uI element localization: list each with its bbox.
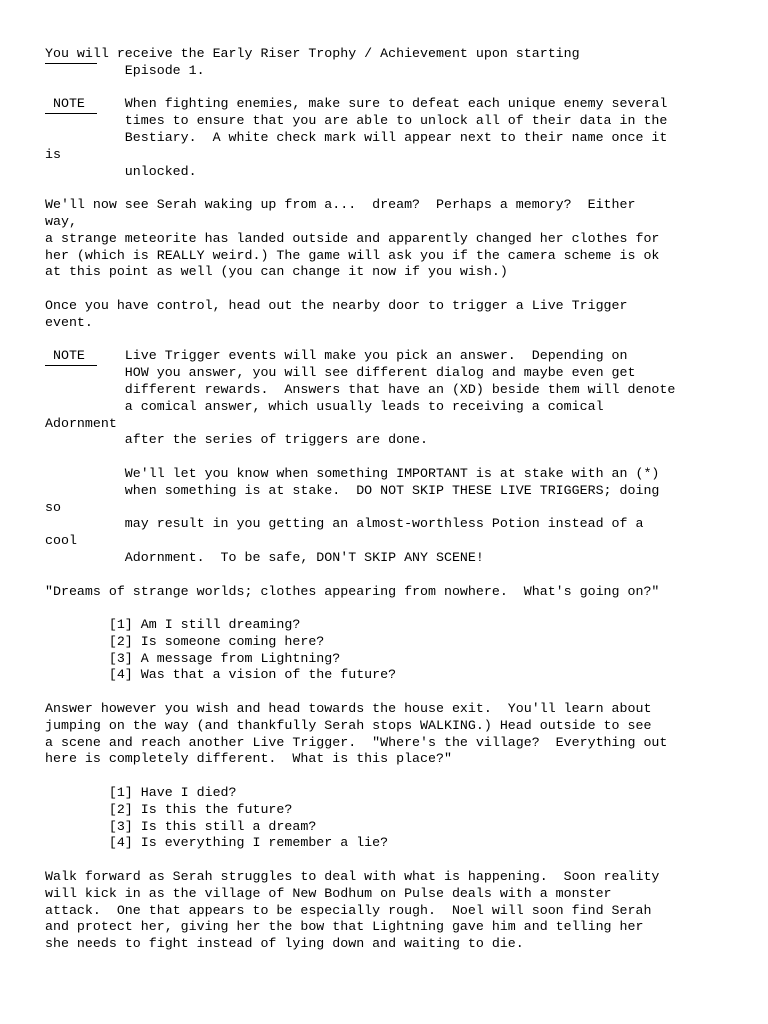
blank-line bbox=[45, 768, 735, 785]
text-line: is bbox=[45, 146, 61, 162]
text-line: Bestiary. A white check mark will appear next to their name once it bbox=[45, 129, 668, 145]
text-line: [2] Is this the future? bbox=[45, 801, 293, 817]
text-line: unlocked. bbox=[45, 163, 197, 179]
text-line: [3] A message from Lightning? bbox=[45, 650, 341, 666]
text-line: Answer however you wish and head towards the house exit. You'll learn about bbox=[45, 701, 652, 717]
text-line: times to ensure that you are able to unlock all of their data in the bbox=[45, 113, 668, 129]
text-line: [3] Is this still a dream? bbox=[45, 818, 317, 834]
text-line: NOTE Live Trigger events will make you pick an answer. Depending on bbox=[45, 348, 735, 365]
text-line: [2] Is someone coming here? bbox=[45, 633, 325, 649]
blank-line bbox=[45, 80, 735, 97]
blank-line bbox=[45, 852, 735, 869]
text-line: [4] Is everything I remember a lie? bbox=[45, 835, 389, 851]
blank-line bbox=[45, 332, 735, 349]
text-line: HOW you answer, you will see different dialog and maybe even get bbox=[45, 365, 636, 381]
text-line: attack. One that appears to be especially rough. Noel will soon find Serah bbox=[45, 902, 652, 918]
text-line: [4] Was that a vision of the future? bbox=[45, 667, 397, 683]
text-line: Walk forward as Serah struggles to deal with what is happening. Soon reality bbox=[45, 869, 660, 885]
text-line: "Dreams of strange worlds; clothes appearing from nowhere. What's going on?" bbox=[45, 583, 660, 599]
text-line: at this point as well (you can change it now if you wish.) bbox=[45, 264, 508, 280]
text-line: Adornment. To be safe, DON'T SKIP ANY SCENE! bbox=[45, 549, 484, 565]
text-line: Adornment bbox=[45, 415, 117, 431]
text-line: a scene and reach another Live Trigger. "Where's the village? Everything out bbox=[45, 734, 668, 750]
blank-line bbox=[45, 567, 735, 584]
text-line: You will receive the Early Riser Trophy / Achievement upon starting bbox=[45, 46, 735, 63]
text-line: and protect her, giving her the bow that Lightning gave him and telling her bbox=[45, 919, 644, 935]
text-line: cool bbox=[45, 533, 77, 549]
blank-line bbox=[45, 684, 735, 701]
text-line: here is completely different. What is this place?" bbox=[45, 751, 452, 767]
text-line: jumping on the way (and thankfully Serah stops WALKING.) Head outside to see bbox=[45, 717, 652, 733]
blank-line bbox=[45, 281, 735, 298]
text-line: way, bbox=[45, 213, 77, 229]
text-line: Episode 1. bbox=[45, 62, 205, 78]
text-line: so bbox=[45, 499, 61, 515]
text-line: [1] Have I died? bbox=[45, 785, 237, 801]
text-line: NOTE When fighting enemies, make sure to defeat each unique enemy several bbox=[45, 96, 735, 113]
text-line: a comical answer, which usually leads to receiving a comical bbox=[45, 398, 604, 414]
blank-line bbox=[45, 600, 735, 617]
blank-line bbox=[45, 180, 735, 197]
text-line: will kick in as the village of New Bodhum on Pulse deals with a monster bbox=[45, 885, 612, 901]
text-line: when something is at stake. DO NOT SKIP THESE LIVE TRIGGERS; doing bbox=[45, 482, 660, 498]
text-line: after the series of triggers are done. bbox=[45, 432, 429, 448]
text-line: different rewards. Answers that have an (XD) beside them will denote bbox=[45, 381, 676, 397]
text-line: Once you have control, head out the nearby door to trigger a Live Trigger bbox=[45, 297, 628, 313]
text-line: event. bbox=[45, 314, 93, 330]
text-line: a strange meteorite has landed outside and apparently changed her clothes for bbox=[45, 230, 660, 246]
text-line: [1] Am I still dreaming? bbox=[45, 617, 301, 633]
text-line: may result in you getting an almost-worthless Potion instead of a bbox=[45, 516, 644, 532]
text-line: her (which is REALLY weird.) The game will ask you if the camera scheme is ok bbox=[45, 247, 660, 263]
text-line: We'll now see Serah waking up from a... dream? Perhaps a memory? Either bbox=[45, 197, 636, 213]
blank-line bbox=[45, 449, 735, 466]
document-body bbox=[45, 46, 735, 953]
text-line: We'll let you know when something IMPORTANT is at stake with an (*) bbox=[45, 465, 660, 481]
text-line: she needs to fight instead of lying down and waiting to die. bbox=[45, 936, 524, 952]
